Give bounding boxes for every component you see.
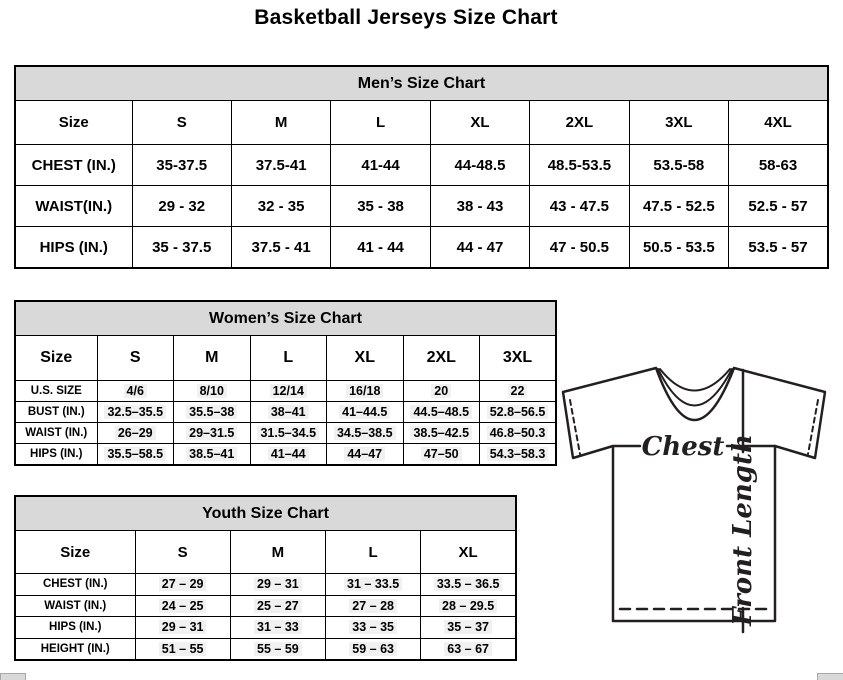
column-header: Size [15, 336, 97, 381]
size-cell [629, 145, 728, 186]
size-value: 53.5-58 [653, 156, 705, 174]
size-cell [480, 402, 557, 423]
size-cell [430, 145, 529, 186]
size-cell [174, 444, 251, 466]
size-cell [132, 145, 231, 186]
size-cell [530, 145, 629, 186]
size-cell [174, 402, 251, 423]
size-value: 34.5–38.5 [334, 426, 396, 440]
table-row [15, 617, 516, 639]
size-value: 41–44 [268, 447, 309, 461]
size-value: 20 [431, 384, 451, 398]
column-header: XL [327, 336, 404, 381]
table-row [15, 574, 516, 596]
youth-table-title: Youth Size Chart [15, 496, 516, 531]
collar-mid-arc [658, 369, 732, 406]
size-cell [326, 595, 421, 617]
size-value: 54.3–58.3 [487, 447, 549, 461]
size-value: 8/10 [197, 384, 227, 398]
size-value: 26–29 [115, 426, 156, 440]
column-header: S [135, 531, 230, 574]
row-label: HEIGHT (IN.) [15, 638, 135, 660]
size-value: 58-63 [758, 156, 798, 174]
size-value: 63 – 67 [444, 642, 492, 656]
size-cell [403, 402, 480, 423]
size-value: 29–31.5 [186, 426, 237, 440]
column-header: S [132, 101, 231, 145]
size-value: 32 - 35 [257, 197, 305, 215]
size-value: 50.5 - 53.5 [642, 238, 715, 256]
size-cell [480, 381, 557, 402]
size-cell [135, 617, 230, 639]
row-label: HIPS (IN.) [15, 444, 97, 466]
column-header: L [331, 101, 430, 145]
size-cell [326, 638, 421, 660]
size-value: 28 – 29.5 [439, 599, 497, 613]
column-header: XL [421, 531, 516, 574]
size-cell [326, 574, 421, 596]
size-cell [403, 444, 480, 466]
size-cell [327, 402, 404, 423]
size-value: 38.5–41 [186, 447, 237, 461]
size-cell [430, 186, 529, 227]
size-cell [331, 186, 430, 227]
size-value: 12/14 [270, 384, 307, 398]
size-cell [231, 145, 330, 186]
size-cell [480, 423, 557, 444]
size-value: 51 – 55 [159, 642, 207, 656]
size-cell [230, 574, 325, 596]
table-row [15, 402, 556, 423]
column-header: Size [15, 101, 132, 145]
size-value: 27 – 28 [349, 599, 397, 613]
size-value: 38–41 [268, 405, 309, 419]
size-value: 53.5 - 57 [748, 238, 808, 256]
youth-size-table [14, 495, 517, 661]
size-cell [174, 423, 251, 444]
size-value: 52.5 - 57 [748, 197, 808, 215]
size-value: 33.5 – 36.5 [434, 577, 503, 591]
size-cell [230, 595, 325, 617]
size-value: 32.5–35.5 [104, 405, 166, 419]
size-cell [327, 381, 404, 402]
size-value: 22 [508, 384, 528, 398]
size-cell [403, 381, 480, 402]
size-value: 29 - 32 [158, 197, 206, 215]
row-label: BUST (IN.) [15, 402, 97, 423]
collar-inner-arc [660, 369, 730, 391]
size-value: 35 – 37 [444, 620, 492, 634]
women-table-title: Women’s Size Chart [15, 301, 556, 336]
size-value: 46.8–50.3 [487, 426, 549, 440]
size-cell [97, 423, 174, 444]
size-cell [132, 186, 231, 227]
size-cell [729, 145, 828, 186]
row-label: HIPS (IN.) [15, 227, 132, 269]
size-value: 48.5-53.5 [547, 156, 612, 174]
size-value: 35 - 38 [357, 197, 404, 215]
chest-label: Chest [641, 432, 725, 462]
size-value: 38 - 43 [456, 197, 504, 215]
mens-size-table [14, 65, 829, 269]
size-cell [97, 444, 174, 466]
size-cell [250, 444, 327, 466]
size-cell [135, 574, 230, 596]
size-cell [421, 638, 516, 660]
column-header: 3XL [629, 101, 728, 145]
size-cell [132, 227, 231, 269]
size-value: 31 – 33 [254, 620, 302, 634]
column-header: L [250, 336, 327, 381]
size-cell [421, 595, 516, 617]
size-value: 31.5–34.5 [257, 426, 319, 440]
row-label: WAIST (IN.) [15, 595, 135, 617]
column-header: 2XL [403, 336, 480, 381]
size-value: 24 – 25 [159, 599, 207, 613]
column-header: 4XL [729, 101, 828, 145]
size-cell [480, 444, 557, 466]
men-table-title: Men’s Size Chart [15, 66, 828, 101]
size-value: 35-37.5 [156, 156, 208, 174]
row-label: U.S. SIZE [15, 381, 97, 402]
size-cell [430, 227, 529, 269]
size-cell [230, 638, 325, 660]
size-value: 44 - 47 [456, 238, 504, 256]
jersey-diagram [556, 360, 843, 679]
column-header: S [97, 336, 174, 381]
size-value: 37.5-41 [255, 156, 307, 174]
size-value: 47–50 [421, 447, 462, 461]
size-cell [174, 381, 251, 402]
size-cell [250, 423, 327, 444]
size-cell [230, 617, 325, 639]
size-value: 41-44 [361, 156, 400, 174]
table-row [15, 444, 556, 466]
size-value: 44-48.5 [454, 156, 506, 174]
size-value: 37.5 - 41 [251, 238, 311, 256]
size-value: 59 – 63 [349, 642, 397, 656]
page-title: Basketball Jerseys Size Chart [254, 6, 558, 29]
size-cell [97, 381, 174, 402]
size-value: 41 - 44 [357, 238, 404, 256]
size-cell [530, 227, 629, 269]
column-header: M [230, 531, 325, 574]
size-value: 25 – 27 [254, 599, 302, 613]
size-cell [231, 186, 330, 227]
size-value: 35.5–58.5 [104, 447, 166, 461]
table-row [15, 595, 516, 617]
column-header: L [326, 531, 421, 574]
table-row [15, 423, 556, 444]
size-cell [250, 402, 327, 423]
size-value: 35.5–38 [186, 405, 237, 419]
size-cell [327, 423, 404, 444]
size-value: 16/18 [346, 384, 383, 398]
size-value: 52.8–56.5 [487, 405, 549, 419]
column-header: M [231, 101, 330, 145]
front-length-label: Front Length [728, 434, 758, 626]
size-cell [327, 444, 404, 466]
size-cell [421, 617, 516, 639]
collar-outer-v [656, 368, 734, 420]
column-header: XL [430, 101, 529, 145]
size-value: 29 – 31 [254, 577, 302, 591]
size-value: 27 – 29 [159, 577, 207, 591]
size-value: 47.5 - 52.5 [642, 197, 715, 215]
size-cell [326, 617, 421, 639]
size-value: 4/6 [124, 384, 147, 398]
size-value: 31 – 33.5 [344, 577, 402, 591]
row-label: WAIST (IN.) [15, 423, 97, 444]
size-cell [729, 227, 828, 269]
size-value: 41–44.5 [339, 405, 390, 419]
size-value: 44–47 [344, 447, 385, 461]
table-row [15, 186, 828, 227]
size-value: 38.5–42.5 [410, 426, 472, 440]
table-row [15, 227, 828, 269]
size-cell [629, 227, 728, 269]
size-value: 55 – 59 [254, 642, 302, 656]
size-cell [421, 574, 516, 596]
size-value: 29 – 31 [159, 620, 207, 634]
row-label: HIPS (IN.) [15, 617, 135, 639]
size-cell [250, 381, 327, 402]
size-cell [403, 423, 480, 444]
size-cell [331, 227, 430, 269]
size-cell [135, 595, 230, 617]
column-header: M [174, 336, 251, 381]
table-row [15, 145, 828, 186]
size-cell [231, 227, 330, 269]
size-cell [135, 638, 230, 660]
size-cell [629, 186, 728, 227]
table-row [15, 381, 556, 402]
size-cell [530, 186, 629, 227]
size-value: 47 - 50.5 [549, 238, 609, 256]
column-header: Size [15, 531, 135, 574]
size-cell [729, 186, 828, 227]
column-header: 3XL [480, 336, 557, 381]
size-value: 44.5–48.5 [410, 405, 472, 419]
size-cell [331, 145, 430, 186]
row-label: CHEST (IN.) [15, 145, 132, 186]
row-label: CHEST (IN.) [15, 574, 135, 596]
table-row [15, 638, 516, 660]
size-value: 43 - 47.5 [549, 197, 609, 215]
size-value: 33 – 35 [349, 620, 397, 634]
column-header: 2XL [530, 101, 629, 145]
size-value: 35 - 37.5 [152, 238, 212, 256]
row-label: WAIST(IN.) [15, 186, 132, 227]
size-cell [97, 402, 174, 423]
womens-size-table [14, 300, 557, 466]
